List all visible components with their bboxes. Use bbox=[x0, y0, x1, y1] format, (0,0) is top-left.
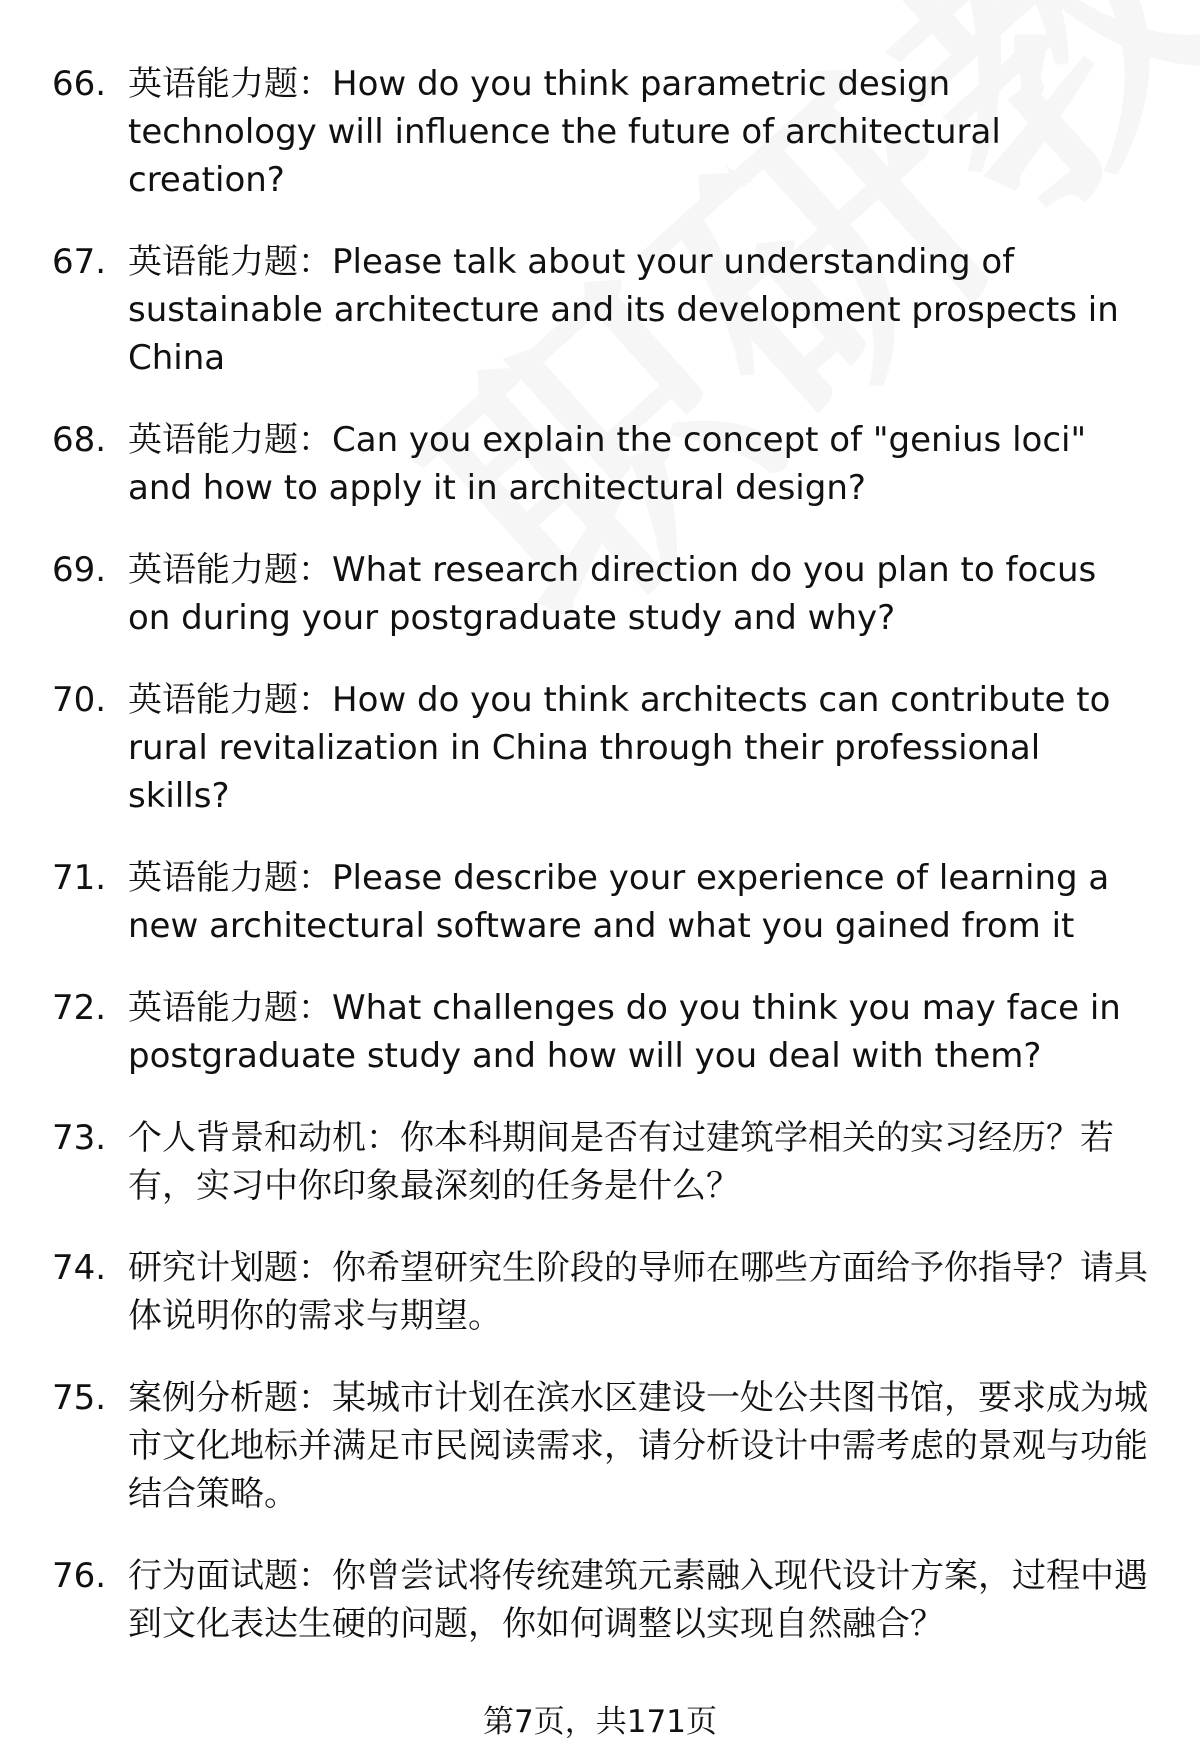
question-item-76 bbox=[0, 1552, 1200, 1648]
question-text: 案例分析题：某城市计划在滨水区建设一处公共图书馆，要求成为城市文化地标并满足市民阅读需求，请分析设计中需考虑的景观与功能结合策略。 bbox=[128, 1378, 1148, 1514]
question-item-72 bbox=[0, 984, 1200, 1080]
question-number: 70. bbox=[52, 680, 107, 720]
question-item-70 bbox=[0, 676, 1200, 820]
question-item-69 bbox=[0, 546, 1200, 642]
question-text: 英语能力题：Please describe your experience of learning a new architectural software and what you gained from it bbox=[128, 858, 1110, 946]
question-number: 71. bbox=[52, 858, 107, 898]
question-item-75 bbox=[0, 1374, 1200, 1518]
question-text: 行为面试题：你曾尝试将传统建筑元素融入现代设计方案，过程中遇到文化表达生硬的问题，你如何调整以实现自然融合？ bbox=[128, 1556, 1148, 1644]
question-item-68 bbox=[0, 416, 1200, 512]
question-number: 75. bbox=[52, 1378, 107, 1418]
question-text: 英语能力题：Please talk about your understanding of sustainable architecture and its development prospects in China bbox=[128, 242, 1119, 378]
question-item-66 bbox=[0, 60, 1200, 204]
question-number: 69. bbox=[52, 550, 107, 590]
question-item-74 bbox=[0, 1244, 1200, 1340]
question-item-67 bbox=[0, 238, 1200, 382]
question-item-73 bbox=[0, 1114, 1200, 1210]
question-number: 74. bbox=[52, 1248, 107, 1288]
question-text: 英语能力题：How do you think architects can contribute to rural revitalization in China through their professional skills? bbox=[128, 680, 1111, 816]
question-number: 72. bbox=[52, 988, 107, 1028]
question-number: 66. bbox=[52, 64, 107, 104]
page-number-footer: 第7页，共171页 bbox=[483, 1704, 717, 1740]
question-text: 英语能力题：Can you explain the concept of "genius loci" and how to apply it in architectural design? bbox=[128, 420, 1087, 508]
question-text: 英语能力题：What research direction do you plan to focus on during your postgraduate study and why? bbox=[128, 550, 1097, 638]
question-text: 英语能力题：What challenges do you think you may face in postgraduate study and how will you deal with them? bbox=[128, 988, 1121, 1076]
question-item-71 bbox=[0, 854, 1200, 950]
question-list bbox=[0, 60, 1200, 1682]
question-number: 76. bbox=[52, 1556, 107, 1596]
question-text: 英语能力题：How do you think parametric design technology will influence the future of architectural creation? bbox=[128, 64, 1001, 200]
question-text: 个人背景和动机：你本科期间是否有过建筑学相关的实习经历？若有，实习中你印象最深刻的任务是什么？ bbox=[128, 1118, 1114, 1206]
question-number: 68. bbox=[52, 420, 107, 460]
question-number: 67. bbox=[52, 242, 107, 282]
question-text: 研究计划题：你希望研究生阶段的导师在哪些方面给予你指导？请具体说明你的需求与期望。 bbox=[128, 1248, 1148, 1336]
question-number: 73. bbox=[52, 1118, 107, 1158]
